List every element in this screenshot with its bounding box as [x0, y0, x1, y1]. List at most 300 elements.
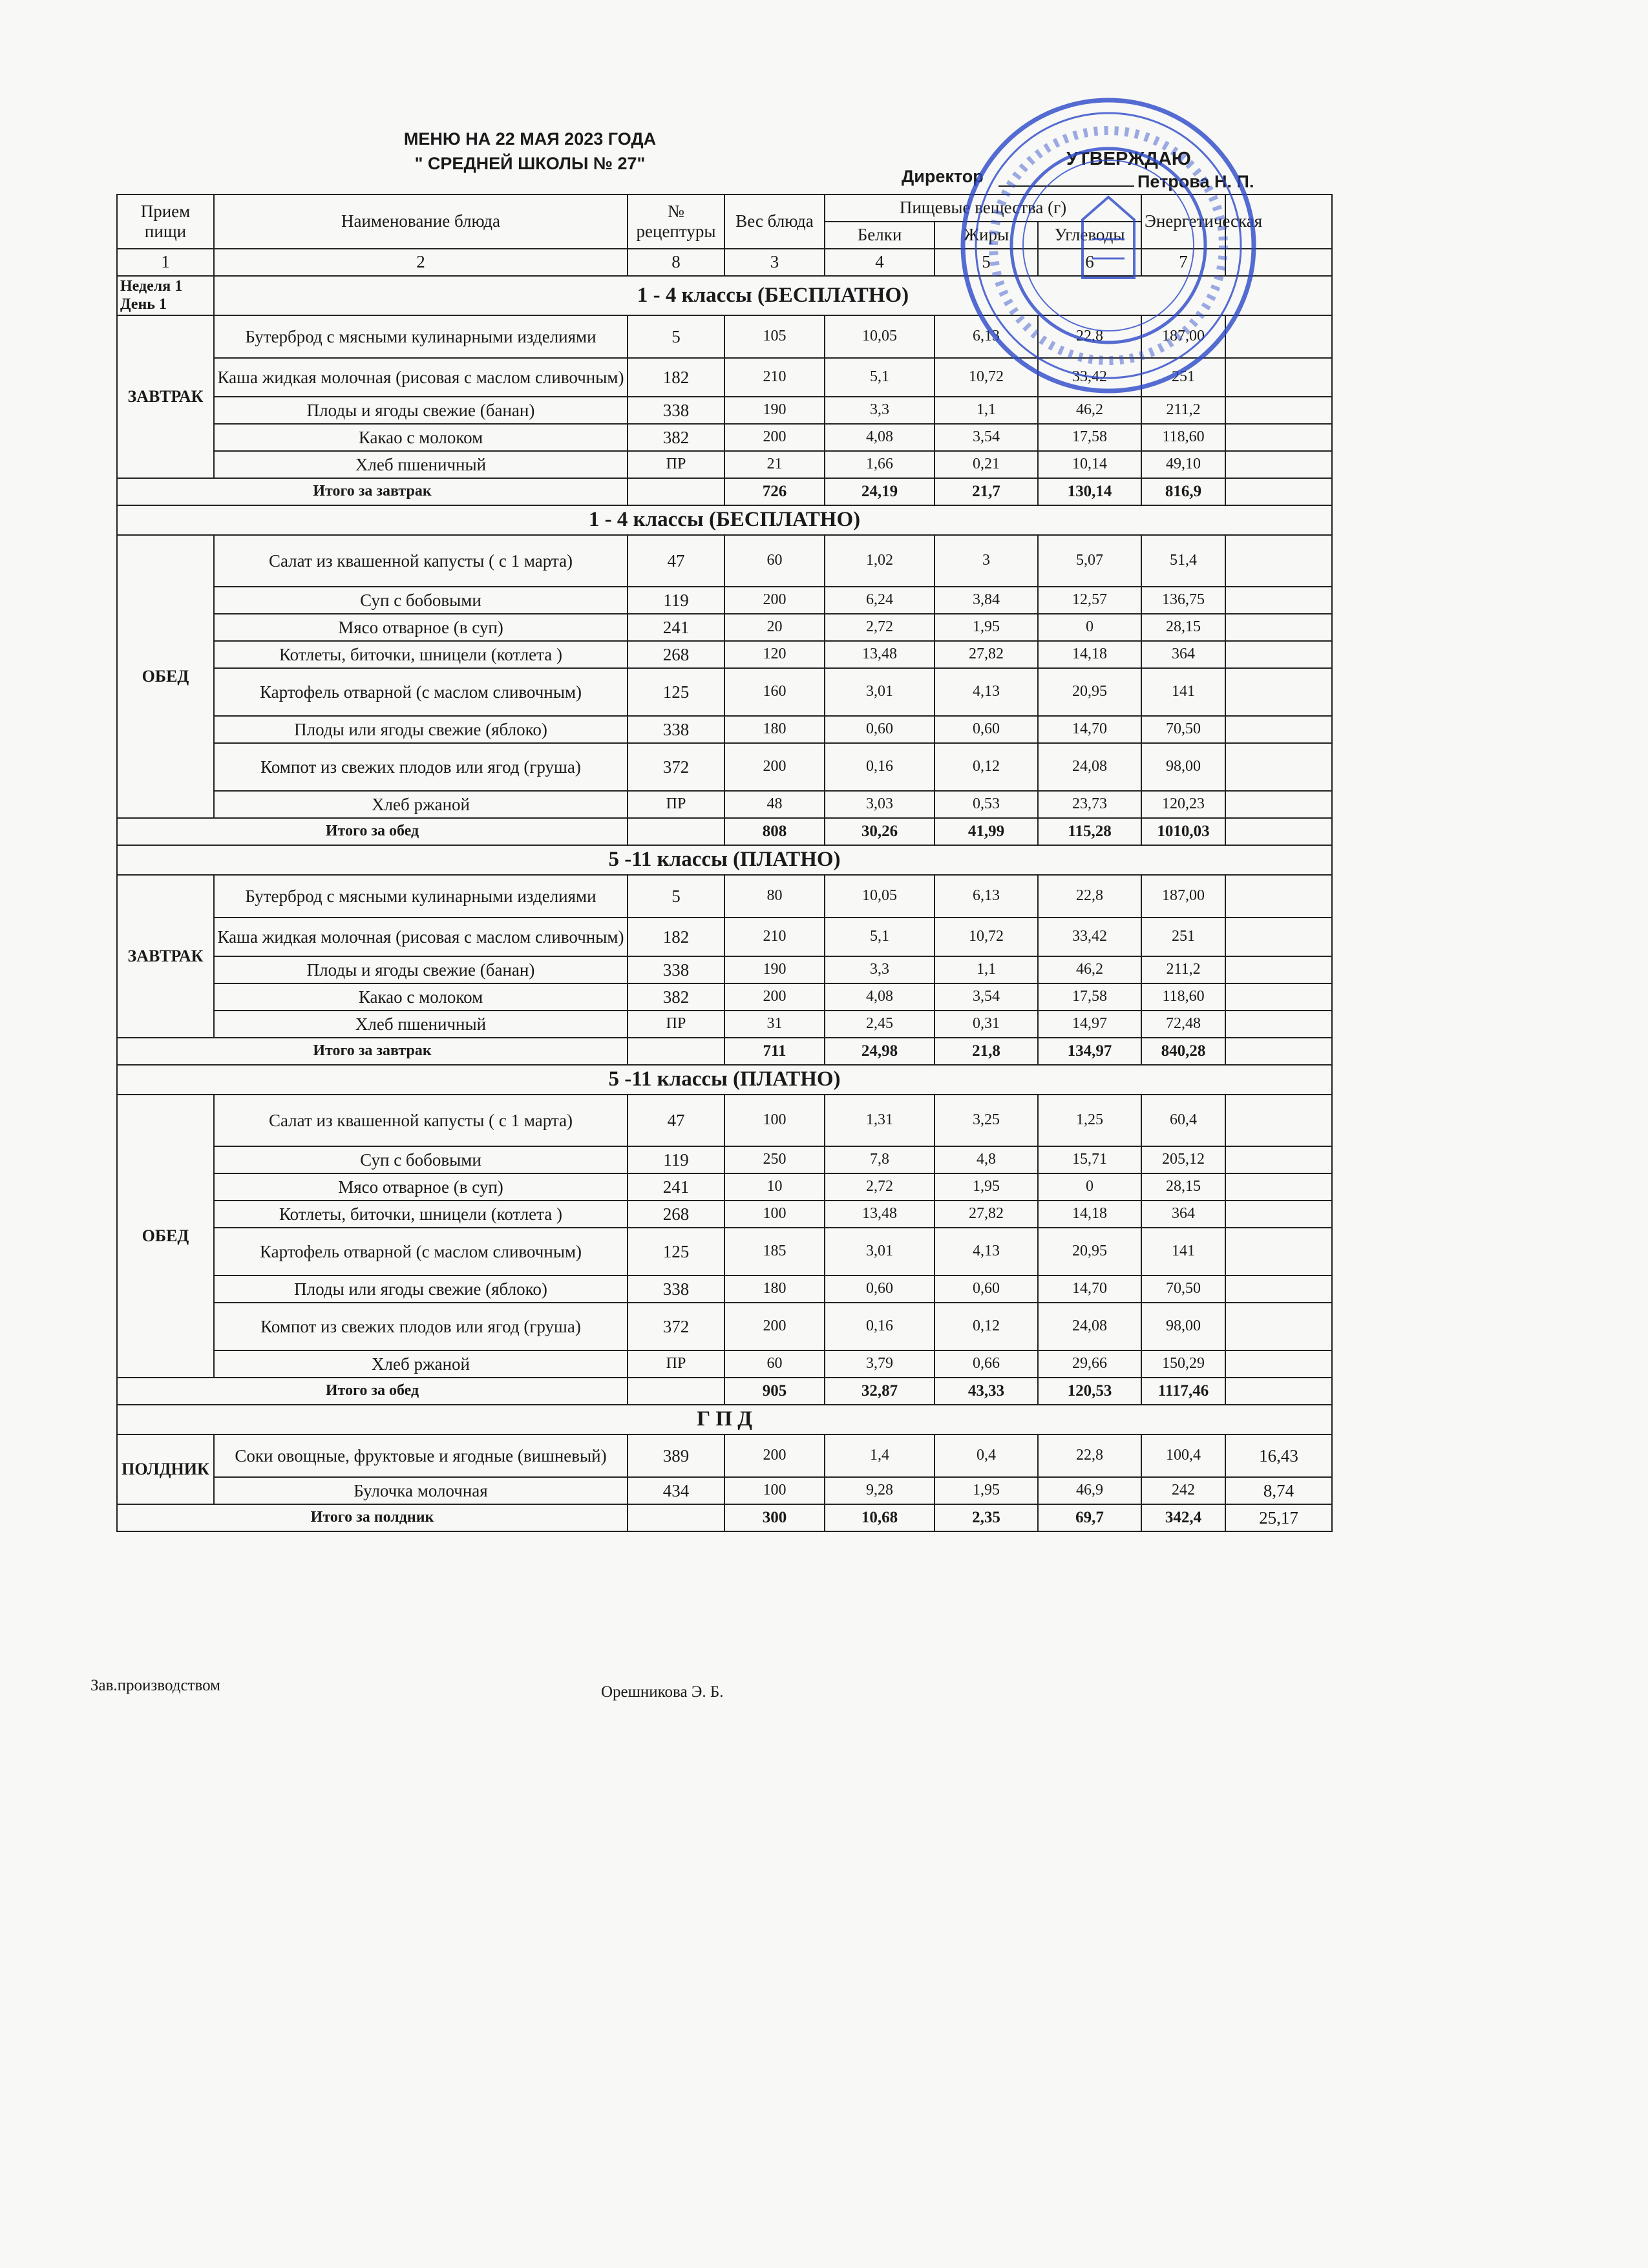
fat-value: 0,53 — [935, 791, 1038, 818]
fat-value: 0,4 — [935, 1434, 1038, 1477]
protein-value: 1,66 — [825, 451, 935, 478]
section-row — [117, 1065, 1332, 1095]
empty-cell — [1225, 743, 1332, 791]
fat-value: 6,13 — [935, 315, 1038, 358]
empty-cell — [1225, 668, 1332, 716]
total-label: Итого за завтрак — [117, 1038, 628, 1065]
energy-value: 211,2 — [1141, 956, 1225, 983]
protein-value: 3,79 — [825, 1350, 935, 1378]
protein-value: 3,01 — [825, 1228, 935, 1276]
total-row — [117, 1378, 1332, 1405]
energy-value: 98,00 — [1141, 743, 1225, 791]
energy-value: 141 — [1141, 1228, 1225, 1276]
total-protein: 24,19 — [825, 478, 935, 505]
dish-weight: 20 — [724, 614, 825, 641]
empty-cell — [1225, 1038, 1332, 1065]
dish-weight: 105 — [724, 315, 825, 358]
recipe-number: 5 — [628, 875, 724, 918]
total-empty — [628, 478, 724, 505]
production-manager-name: Орешникова Э. Б. — [601, 1683, 724, 1701]
total-carbs: 134,97 — [1038, 1038, 1141, 1065]
dish-weight: 180 — [724, 716, 825, 743]
total-row — [117, 478, 1332, 505]
dish-name: Мясо отварное (в суп) — [214, 1173, 628, 1201]
protein-value: 7,8 — [825, 1146, 935, 1173]
empty-cell — [1225, 1303, 1332, 1350]
energy-value: 28,15 — [1141, 614, 1225, 641]
dish-row — [117, 1477, 1332, 1504]
menu-title: МЕНЮ НА 22 МАЯ 2023 ГОДА — [403, 129, 657, 149]
total-row — [117, 818, 1332, 845]
empty-cell — [1225, 1011, 1332, 1038]
total-energy: 840,28 — [1141, 1038, 1225, 1065]
recipe-number: 372 — [628, 1303, 724, 1350]
dish-name: Салат из квашенной капусты ( с 1 марта) — [214, 535, 628, 587]
dish-weight: 120 — [724, 641, 825, 668]
dish-name: Картофель отварной (с маслом сливочным) — [214, 668, 628, 716]
dish-name: Какао с молоком — [214, 424, 628, 451]
total-row — [117, 1504, 1332, 1531]
recipe-number: 125 — [628, 1228, 724, 1276]
dish-name: Бутерброд с мясными кулинарными изделиями — [214, 315, 628, 358]
fat-value: 3,25 — [935, 1095, 1038, 1146]
empty-cell — [1225, 451, 1332, 478]
fat-value: 0,66 — [935, 1350, 1038, 1378]
dish-name: Котлеты, биточки, шницели (котлета ) — [214, 641, 628, 668]
dish-weight: 60 — [724, 1350, 825, 1378]
section-row — [117, 1405, 1332, 1434]
dish-name: Суп с бобовыми — [214, 587, 628, 614]
recipe-number: ПР — [628, 1350, 724, 1378]
total-empty — [628, 818, 724, 845]
protein-value: 1,02 — [825, 535, 935, 587]
week-label: Неделя 1 — [120, 278, 183, 295]
dish-weight: 21 — [724, 451, 825, 478]
header-dish: Наименование блюда — [214, 194, 628, 249]
energy-value: 136,75 — [1141, 587, 1225, 614]
total-fat: 43,33 — [935, 1378, 1038, 1405]
recipe-number: 125 — [628, 668, 724, 716]
dish-row — [117, 875, 1332, 918]
dish-weight: 160 — [724, 668, 825, 716]
recipe-number: 119 — [628, 587, 724, 614]
carbs-value: 17,58 — [1038, 983, 1141, 1011]
protein-value: 10,05 — [825, 875, 935, 918]
col-num: 4 — [825, 249, 935, 276]
carbs-value: 46,2 — [1038, 956, 1141, 983]
energy-value: 150,29 — [1141, 1350, 1225, 1378]
extra-value: 8,74 — [1225, 1477, 1332, 1504]
fat-value: 27,82 — [935, 1201, 1038, 1228]
energy-value: 251 — [1141, 358, 1225, 397]
protein-value: 9,28 — [825, 1477, 935, 1504]
fat-value: 27,82 — [935, 641, 1038, 668]
dish-name: Каша жидкая молочная (рисовая с маслом сливочным) — [214, 918, 628, 956]
fat-value: 3,54 — [935, 983, 1038, 1011]
dish-row — [117, 535, 1332, 587]
dish-weight: 100 — [724, 1477, 825, 1504]
carbs-value: 23,73 — [1038, 791, 1141, 818]
protein-value: 6,24 — [825, 587, 935, 614]
carbs-value: 20,95 — [1038, 668, 1141, 716]
carbs-value: 0 — [1038, 1173, 1141, 1201]
recipe-number: 119 — [628, 1146, 724, 1173]
dish-row — [117, 716, 1332, 743]
dish-row — [117, 668, 1332, 716]
official-stamp — [956, 94, 1260, 397]
total-row — [117, 1038, 1332, 1065]
meal-type: ОБЕД — [117, 535, 214, 818]
carbs-value: 24,08 — [1038, 1303, 1141, 1350]
section-title: 5 -11 классы (ПЛАТНО) — [117, 1065, 1332, 1095]
dish-row — [117, 587, 1332, 614]
energy-value: 60,4 — [1141, 1095, 1225, 1146]
recipe-number: 268 — [628, 1201, 724, 1228]
dish-row — [117, 918, 1332, 956]
carbs-value: 0 — [1038, 614, 1141, 641]
dish-row — [117, 791, 1332, 818]
dish-weight: 200 — [724, 424, 825, 451]
empty-cell — [1225, 956, 1332, 983]
dish-weight: 100 — [724, 1201, 825, 1228]
dish-row — [117, 641, 1332, 668]
fat-value: 1,95 — [935, 614, 1038, 641]
recipe-number: 268 — [628, 641, 724, 668]
fat-value: 3,54 — [935, 424, 1038, 451]
school-name: " СРЕДНЕЙ ШКОЛЫ № 27" — [414, 154, 646, 173]
dish-weight: 180 — [724, 1276, 825, 1303]
carbs-value: 14,70 — [1038, 716, 1141, 743]
carbs-value: 17,58 — [1038, 424, 1141, 451]
carbs-value: 20,95 — [1038, 1228, 1141, 1276]
director-name: Петрова Н. П. — [1137, 172, 1254, 191]
protein-value: 1,4 — [825, 1434, 935, 1477]
recipe-number: ПР — [628, 791, 724, 818]
carbs-value: 14,18 — [1038, 641, 1141, 668]
energy-value: 51,4 — [1141, 535, 1225, 587]
dish-name: Хлеб пшеничный — [214, 451, 628, 478]
energy-value: 70,50 — [1141, 1276, 1225, 1303]
dish-row — [117, 614, 1332, 641]
dish-row — [117, 1146, 1332, 1173]
energy-value: 49,10 — [1141, 451, 1225, 478]
fat-value: 0,12 — [935, 743, 1038, 791]
total-label: Итого за обед — [117, 818, 628, 845]
col-num: 6 — [1038, 249, 1141, 276]
section-row — [117, 505, 1332, 535]
fat-value: 0,21 — [935, 451, 1038, 478]
fat-value: 4,13 — [935, 1228, 1038, 1276]
fat-value: 10,72 — [935, 918, 1038, 956]
meal-type: ЗАВТРАК — [117, 315, 214, 478]
col-num: 7 — [1141, 249, 1225, 276]
recipe-number: 47 — [628, 1095, 724, 1146]
empty-cell — [1225, 397, 1332, 424]
empty-cell — [1225, 1228, 1332, 1276]
carbs-value: 22,8 — [1038, 1434, 1141, 1477]
carbs-value: 14,97 — [1038, 1011, 1141, 1038]
dish-row — [117, 1201, 1332, 1228]
fat-value: 6,13 — [935, 875, 1038, 918]
energy-value: 28,15 — [1141, 1173, 1225, 1201]
dish-row — [117, 451, 1332, 478]
dish-name: Хлеб ржаной — [214, 1350, 628, 1378]
total-protein: 10,68 — [825, 1504, 935, 1531]
dish-weight: 60 — [724, 535, 825, 587]
header-carbs: Углеводы — [1038, 222, 1141, 249]
recipe-number: 241 — [628, 1173, 724, 1201]
dish-row — [117, 1434, 1332, 1477]
col-num: 8 — [628, 249, 724, 276]
total-fat: 41,99 — [935, 818, 1038, 845]
protein-value: 3,3 — [825, 956, 935, 983]
energy-value: 205,12 — [1141, 1146, 1225, 1173]
protein-value: 0,16 — [825, 743, 935, 791]
empty-cell — [1225, 535, 1332, 587]
production-manager-title: Зав.производством — [90, 1677, 220, 1694]
dish-weight: 31 — [724, 1011, 825, 1038]
empty-cell — [1225, 478, 1332, 505]
meal-type: ОБЕД — [117, 1095, 214, 1378]
protein-value: 5,1 — [825, 358, 935, 397]
section-title: Г П Д — [117, 1405, 1332, 1434]
dish-weight: 200 — [724, 1303, 825, 1350]
header-protein: Белки — [825, 222, 935, 249]
dish-weight: 48 — [724, 791, 825, 818]
carbs-value: 14,70 — [1038, 1276, 1141, 1303]
fat-value: 1,95 — [935, 1477, 1038, 1504]
extra-value: 16,43 — [1225, 1434, 1332, 1477]
total-label: Итого за обед — [117, 1378, 628, 1405]
empty-cell — [1225, 1276, 1332, 1303]
protein-value: 13,48 — [825, 641, 935, 668]
dish-name: Суп с бобовыми — [214, 1146, 628, 1173]
carbs-value: 15,71 — [1038, 1146, 1141, 1173]
dish-weight: 190 — [724, 956, 825, 983]
total-energy: 816,9 — [1141, 478, 1225, 505]
empty-cell — [1225, 641, 1332, 668]
energy-value: 72,48 — [1141, 1011, 1225, 1038]
total-empty — [628, 1378, 724, 1405]
total-empty — [628, 1504, 724, 1531]
empty-cell — [1225, 1173, 1332, 1201]
dish-weight: 210 — [724, 918, 825, 956]
total-carbs: 115,28 — [1038, 818, 1141, 845]
dish-weight: 200 — [724, 743, 825, 791]
total-extra: 25,17 — [1225, 1504, 1332, 1531]
dish-row — [117, 424, 1332, 451]
col-num: 1 — [117, 249, 214, 276]
dish-row — [117, 1276, 1332, 1303]
dish-row — [117, 983, 1332, 1011]
dish-name: Плоды и ягоды свежие (банан) — [214, 956, 628, 983]
protein-value: 3,03 — [825, 791, 935, 818]
dish-name: Мясо отварное (в суп) — [214, 614, 628, 641]
energy-value: 118,60 — [1141, 983, 1225, 1011]
energy-value: 364 — [1141, 1201, 1225, 1228]
col-num: 3 — [724, 249, 825, 276]
fat-value: 4,13 — [935, 668, 1038, 716]
empty-cell — [1225, 983, 1332, 1011]
carbs-value: 1,25 — [1038, 1095, 1141, 1146]
recipe-number: 434 — [628, 1477, 724, 1504]
total-weight: 300 — [724, 1504, 825, 1531]
total-label: Итого за полдник — [117, 1504, 628, 1531]
carbs-value: 22,8 — [1038, 315, 1141, 358]
meal-type: ЗАВТРАК — [117, 875, 214, 1038]
total-protein: 24,98 — [825, 1038, 935, 1065]
header-energy: Энергетическая — [1141, 194, 1225, 249]
header-nutrients: Пищевые вещества (г) — [825, 194, 1141, 222]
carbs-value: 46,2 — [1038, 397, 1141, 424]
protein-value: 10,05 — [825, 315, 935, 358]
empty-cell — [1225, 614, 1332, 641]
dish-name: Бутерброд с мясными кулинарными изделиями — [214, 875, 628, 918]
total-energy: 1010,03 — [1141, 818, 1225, 845]
protein-value: 3,3 — [825, 397, 935, 424]
fat-value: 1,95 — [935, 1173, 1038, 1201]
empty-cell — [1225, 1378, 1332, 1405]
total-carbs: 130,14 — [1038, 478, 1141, 505]
total-protein: 32,87 — [825, 1378, 935, 1405]
dish-name: Какао с молоком — [214, 983, 628, 1011]
protein-value: 13,48 — [825, 1201, 935, 1228]
dish-name: Компот из свежих плодов или ягод (груша) — [214, 743, 628, 791]
empty-cell — [1225, 1146, 1332, 1173]
dish-row — [117, 1228, 1332, 1276]
carbs-value: 22,8 — [1038, 875, 1141, 918]
dish-weight: 10 — [724, 1173, 825, 1201]
dish-row — [117, 397, 1332, 424]
carbs-value: 33,42 — [1038, 358, 1141, 397]
recipe-number: 382 — [628, 983, 724, 1011]
fat-value: 1,1 — [935, 397, 1038, 424]
energy-value: 98,00 — [1141, 1303, 1225, 1350]
section-title: 1 - 4 классы (БЕСПЛАТНО) — [117, 505, 1332, 535]
carbs-value: 12,57 — [1038, 587, 1141, 614]
recipe-number: 241 — [628, 614, 724, 641]
protein-value: 0,60 — [825, 1276, 935, 1303]
recipe-number: ПР — [628, 451, 724, 478]
dish-name: Компот из свежих плодов или ягод (груша) — [214, 1303, 628, 1350]
col-num: 5 — [935, 249, 1038, 276]
dish-weight: 185 — [724, 1228, 825, 1276]
protein-value: 0,60 — [825, 716, 935, 743]
protein-value: 2,72 — [825, 614, 935, 641]
dish-row — [117, 743, 1332, 791]
recipe-number: ПР — [628, 1011, 724, 1038]
dish-name: Котлеты, биточки, шницели (котлета ) — [214, 1201, 628, 1228]
carbs-value: 24,08 — [1038, 743, 1141, 791]
protein-value: 1,31 — [825, 1095, 935, 1146]
fat-value: 0,60 — [935, 1276, 1038, 1303]
dish-row — [117, 1095, 1332, 1146]
energy-value: 251 — [1141, 918, 1225, 956]
recipe-number: 47 — [628, 535, 724, 587]
dish-weight: 250 — [724, 1146, 825, 1173]
approval-label: УТВЕРЖДАЮ — [1066, 149, 1191, 169]
carbs-value: 29,66 — [1038, 1350, 1141, 1378]
recipe-number: 338 — [628, 1276, 724, 1303]
carbs-value: 46,9 — [1038, 1477, 1141, 1504]
recipe-number: 389 — [628, 1434, 724, 1477]
empty-cell — [1225, 1350, 1332, 1378]
protein-value: 0,16 — [825, 1303, 935, 1350]
fat-value: 3 — [935, 535, 1038, 587]
fat-value: 4,8 — [935, 1146, 1038, 1173]
fat-value: 10,72 — [935, 358, 1038, 397]
dish-row — [117, 1350, 1332, 1378]
energy-value: 187,00 — [1141, 875, 1225, 918]
dish-name: Плоды или ягоды свежие (яблоко) — [214, 1276, 628, 1303]
dish-weight: 100 — [724, 1095, 825, 1146]
total-protein: 30,26 — [825, 818, 935, 845]
header-meal: Прием пищи — [117, 194, 214, 249]
empty-cell — [1225, 424, 1332, 451]
dish-name: Хлеб пшеничный — [214, 1011, 628, 1038]
energy-value: 70,50 — [1141, 716, 1225, 743]
dish-weight: 200 — [724, 587, 825, 614]
dish-row — [117, 1173, 1332, 1201]
dish-name: Каша жидкая молочная (рисовая с маслом сливочным) — [214, 358, 628, 397]
energy-value: 100,4 — [1141, 1434, 1225, 1477]
total-weight: 808 — [724, 818, 825, 845]
empty-cell — [1225, 1201, 1332, 1228]
dish-weight: 210 — [724, 358, 825, 397]
carbs-value: 33,42 — [1038, 918, 1141, 956]
recipe-number: 338 — [628, 397, 724, 424]
carbs-value: 5,07 — [1038, 535, 1141, 587]
fat-value: 1,1 — [935, 956, 1038, 983]
total-weight: 905 — [724, 1378, 825, 1405]
carbs-value: 10,14 — [1038, 451, 1141, 478]
dish-name: Салат из квашенной капусты ( с 1 марта) — [214, 1095, 628, 1146]
recipe-number: 5 — [628, 315, 724, 358]
col-num: 2 — [214, 249, 628, 276]
energy-value: 187,00 — [1141, 315, 1225, 358]
empty-cell — [1225, 918, 1332, 956]
dish-row — [117, 956, 1332, 983]
header-recipe: № рецептуры — [628, 194, 724, 249]
meal-type: ПОЛДНИК — [117, 1434, 214, 1504]
protein-value: 4,08 — [825, 983, 935, 1011]
dish-row — [117, 1011, 1332, 1038]
total-carbs: 120,53 — [1038, 1378, 1141, 1405]
dish-weight: 190 — [724, 397, 825, 424]
recipe-number: 338 — [628, 716, 724, 743]
protein-value: 2,45 — [825, 1011, 935, 1038]
section-title: 5 -11 классы (ПЛАТНО) — [117, 845, 1332, 875]
total-energy: 1117,46 — [1141, 1378, 1225, 1405]
dish-name: Булочка молочная — [214, 1477, 628, 1504]
recipe-number: 382 — [628, 424, 724, 451]
total-empty — [628, 1038, 724, 1065]
total-energy: 342,4 — [1141, 1504, 1225, 1531]
fat-value: 3,84 — [935, 587, 1038, 614]
section-row — [117, 845, 1332, 875]
dish-weight: 80 — [724, 875, 825, 918]
protein-value: 3,01 — [825, 668, 935, 716]
dish-name: Плоды и ягоды свежие (банан) — [214, 397, 628, 424]
energy-value: 141 — [1141, 668, 1225, 716]
empty-cell — [1225, 716, 1332, 743]
section-title: 1 - 4 классы (БЕСПЛАТНО) — [214, 276, 1332, 315]
dish-name: Плоды или ягоды свежие (яблоко) — [214, 716, 628, 743]
fat-value: 0,12 — [935, 1303, 1038, 1350]
day-label: День 1 — [120, 295, 167, 313]
fat-value: 0,31 — [935, 1011, 1038, 1038]
total-fat: 21,8 — [935, 1038, 1038, 1065]
